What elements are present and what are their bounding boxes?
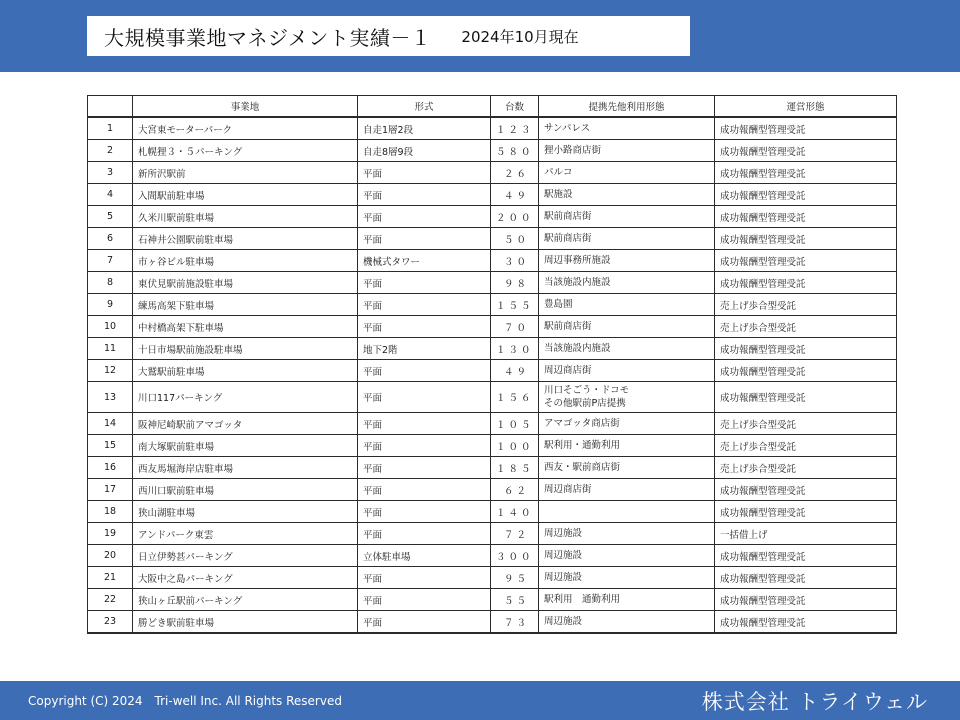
cell-format: 平面 [358, 294, 491, 316]
cell-site: 西友馬堀海岸店駐車場 [133, 457, 358, 479]
cell-partner [539, 501, 715, 523]
cell-count: ２００ [491, 206, 539, 228]
cell-no: 7 [88, 250, 133, 272]
cell-site: 大阪中之島パーキング [133, 567, 358, 589]
cell-partner: 周辺施設 [539, 611, 715, 634]
cell-no: 15 [88, 435, 133, 457]
table-row [88, 413, 897, 435]
cell-operation: 成功報酬型管理受託 [715, 545, 897, 567]
column-header-format: 形式 [358, 96, 491, 118]
cell-partner: パルコ [539, 162, 715, 184]
cell-site: 十日市場駅前施設駐車場 [133, 338, 358, 360]
cell-no: 5 [88, 206, 133, 228]
cell-site: 日立伊勢甚パーキング [133, 545, 358, 567]
cell-count: １００ [491, 435, 539, 457]
cell-count: １５６ [491, 382, 539, 413]
cell-partner: アマゴッタ商店街 [539, 413, 715, 435]
column-header-partner: 提携先他利用形態 [539, 96, 715, 118]
table-header [88, 96, 897, 118]
table-row [88, 567, 897, 589]
cell-site: 久米川駅前駐車場 [133, 206, 358, 228]
cell-count: ５８０ [491, 140, 539, 162]
column-header-operation: 運営形態 [715, 96, 897, 118]
cell-site: 石神井公園駅前駐車場 [133, 228, 358, 250]
table-row [88, 545, 897, 567]
cell-format: 平面 [358, 611, 491, 634]
column-header-no [88, 96, 133, 118]
cell-format: 平面 [358, 382, 491, 413]
cell-no: 4 [88, 184, 133, 206]
cell-count: ７０ [491, 316, 539, 338]
cell-no: 16 [88, 457, 133, 479]
cell-count: １３０ [491, 338, 539, 360]
cell-format: 平面 [358, 184, 491, 206]
cell-no: 13 [88, 382, 133, 413]
cell-partner: 駅前商店街 [539, 228, 715, 250]
cell-site: 阪神尼崎駅前アマゴッタ [133, 413, 358, 435]
cell-count: ９５ [491, 567, 539, 589]
cell-format: 平面 [358, 162, 491, 184]
cell-site: 南大塚駅前駐車場 [133, 435, 358, 457]
cell-count: ２６ [491, 162, 539, 184]
cell-site: 大宮東モーターパーク [133, 117, 358, 140]
cell-site: 中村橋高架下駐車場 [133, 316, 358, 338]
cell-operation: 成功報酬型管理受託 [715, 250, 897, 272]
cell-partner: 狸小路商店街 [539, 140, 715, 162]
cell-format: 平面 [358, 360, 491, 382]
cell-operation: 売上げ歩合型受託 [715, 316, 897, 338]
table-row [88, 316, 897, 338]
cell-format: 平面 [358, 413, 491, 435]
page-title: 大規模事業地マネジメント実績－１ [104, 25, 432, 50]
cell-operation: 成功報酬型管理受託 [715, 272, 897, 294]
cell-format: 平面 [358, 316, 491, 338]
footer-band [0, 681, 960, 720]
cell-operation: 成功報酬型管理受託 [715, 589, 897, 611]
cell-format: 平面 [358, 567, 491, 589]
table-row [88, 589, 897, 611]
table-row [88, 117, 897, 140]
cell-format: 平面 [358, 523, 491, 545]
cell-format: 自走8層9段 [358, 140, 491, 162]
cell-count: ４９ [491, 184, 539, 206]
table-row [88, 184, 897, 206]
cell-site: 市ヶ谷ビル駐車場 [133, 250, 358, 272]
table-row [88, 338, 897, 360]
cell-no: 21 [88, 567, 133, 589]
cell-format: 平面 [358, 206, 491, 228]
cell-site: 入間駅前駐車場 [133, 184, 358, 206]
table-row [88, 272, 897, 294]
cell-operation: 成功報酬型管理受託 [715, 338, 897, 360]
cell-count: ７２ [491, 523, 539, 545]
company-name: 株式会社 トライウェル [701, 690, 928, 714]
cell-no: 19 [88, 523, 133, 545]
table-row [88, 479, 897, 501]
cell-operation: 成功報酬型管理受託 [715, 206, 897, 228]
cell-partner: 駅前商店街 [539, 316, 715, 338]
cell-count: １４０ [491, 501, 539, 523]
cell-operation: 一括借上げ [715, 523, 897, 545]
header-row [88, 96, 897, 118]
cell-partner: 周辺商店街 [539, 479, 715, 501]
cell-format: 平面 [358, 435, 491, 457]
cell-site: 札幌狸３・５パーキング [133, 140, 358, 162]
cell-count: ９８ [491, 272, 539, 294]
cell-no: 14 [88, 413, 133, 435]
cell-site: 練馬高架下駐車場 [133, 294, 358, 316]
cell-no: 2 [88, 140, 133, 162]
table-row [88, 206, 897, 228]
cell-no: 20 [88, 545, 133, 567]
cell-partner: 周辺商店街 [539, 360, 715, 382]
cell-site: 狭山ヶ丘駅前パーキング [133, 589, 358, 611]
cell-no: 17 [88, 479, 133, 501]
cell-operation: 成功報酬型管理受託 [715, 117, 897, 140]
table-row [88, 457, 897, 479]
cell-no: 6 [88, 228, 133, 250]
cell-partner: 駅利用・通勤利用 [539, 435, 715, 457]
cell-format: 平面 [358, 589, 491, 611]
column-header-site: 事業地 [133, 96, 358, 118]
cell-operation: 成功報酬型管理受託 [715, 501, 897, 523]
cell-operation: 売上げ歩合型受託 [715, 435, 897, 457]
cell-partner: 周辺事務所施設 [539, 250, 715, 272]
cell-count: １０５ [491, 413, 539, 435]
cell-partner: 駅前商店街 [539, 206, 715, 228]
cell-operation: 成功報酬型管理受託 [715, 162, 897, 184]
cell-partner: 周辺施設 [539, 567, 715, 589]
cell-site: 東伏見駅前施設駐車場 [133, 272, 358, 294]
cell-partner: 豊島園 [539, 294, 715, 316]
column-header-count: 台数 [491, 96, 539, 118]
cell-format: 自走1層2段 [358, 117, 491, 140]
cell-no: 8 [88, 272, 133, 294]
cell-no: 11 [88, 338, 133, 360]
cell-operation: 成功報酬型管理受託 [715, 567, 897, 589]
cell-no: 22 [88, 589, 133, 611]
cell-no: 1 [88, 117, 133, 140]
cell-operation: 売上げ歩合型受託 [715, 457, 897, 479]
cell-no: 10 [88, 316, 133, 338]
cell-site: アンドパーク東雲 [133, 523, 358, 545]
cell-format: 平面 [358, 501, 491, 523]
cell-format: 立体駐車場 [358, 545, 491, 567]
title-box [87, 16, 690, 56]
cell-partner: サンパレス [539, 117, 715, 140]
table-row [88, 360, 897, 382]
cell-operation: 成功報酬型管理受託 [715, 184, 897, 206]
cell-operation: 売上げ歩合型受託 [715, 294, 897, 316]
cell-format: 平面 [358, 228, 491, 250]
table-row [88, 162, 897, 184]
cell-format: 平面 [358, 457, 491, 479]
cell-no: 12 [88, 360, 133, 382]
table-row [88, 501, 897, 523]
cell-no: 3 [88, 162, 133, 184]
cell-site: 西川口駅前駐車場 [133, 479, 358, 501]
cell-count: ３００ [491, 545, 539, 567]
cell-no: 23 [88, 611, 133, 634]
copyright-text: Copyright (C) 2024 Tri-well Inc. All Rights Reserved [28, 694, 342, 708]
cell-partner: 駅施設 [539, 184, 715, 206]
table-row [88, 228, 897, 250]
cell-operation: 成功報酬型管理受託 [715, 140, 897, 162]
table-row [88, 435, 897, 457]
cell-operation: 成功報酬型管理受託 [715, 228, 897, 250]
table-row [88, 294, 897, 316]
cell-count: ７３ [491, 611, 539, 634]
cell-operation: 成功報酬型管理受託 [715, 479, 897, 501]
cell-partner: 川口そごう・ドコモ その他駅前P店提携 [539, 382, 715, 413]
cell-format: 平面 [358, 479, 491, 501]
cell-operation: 成功報酬型管理受託 [715, 611, 897, 634]
cell-partner: 周辺施設 [539, 523, 715, 545]
cell-partner: 駅利用 通勤利用 [539, 589, 715, 611]
cell-count: ５０ [491, 228, 539, 250]
cell-count: ６２ [491, 479, 539, 501]
cell-site: 大鷲駅前駐車場 [133, 360, 358, 382]
cell-no: 9 [88, 294, 133, 316]
cell-partner: 西友・駅前商店街 [539, 457, 715, 479]
cell-count: ４９ [491, 360, 539, 382]
cell-site: 勝どき駅前駐車場 [133, 611, 358, 634]
as-of-date: 2024年10月現在 [461, 27, 579, 46]
cell-format: 地下2階 [358, 338, 491, 360]
table-row [88, 382, 897, 413]
cell-operation: 成功報酬型管理受託 [715, 360, 897, 382]
cell-partner: 当該施設内施設 [539, 338, 715, 360]
cell-format: 平面 [358, 272, 491, 294]
table-row [88, 250, 897, 272]
cell-site: 川口117パーキング [133, 382, 358, 413]
cell-count: １５５ [491, 294, 539, 316]
table-row [88, 523, 897, 545]
results-table [87, 95, 897, 634]
cell-count: ５５ [491, 589, 539, 611]
cell-partner: 周辺施設 [539, 545, 715, 567]
cell-site: 新所沢駅前 [133, 162, 358, 184]
header-band [0, 0, 960, 72]
table-row [88, 140, 897, 162]
cell-count: １２３ [491, 117, 539, 140]
cell-format: 機械式タワー [358, 250, 491, 272]
table-row [88, 611, 897, 634]
cell-site: 狭山湖駐車場 [133, 501, 358, 523]
cell-operation: 成功報酬型管理受託 [715, 382, 897, 413]
cell-operation: 売上げ歩合型受託 [715, 413, 897, 435]
cell-count: ３０ [491, 250, 539, 272]
cell-partner: 当該施設内施設 [539, 272, 715, 294]
cell-count: １８５ [491, 457, 539, 479]
table-body [88, 117, 897, 633]
cell-no: 18 [88, 501, 133, 523]
